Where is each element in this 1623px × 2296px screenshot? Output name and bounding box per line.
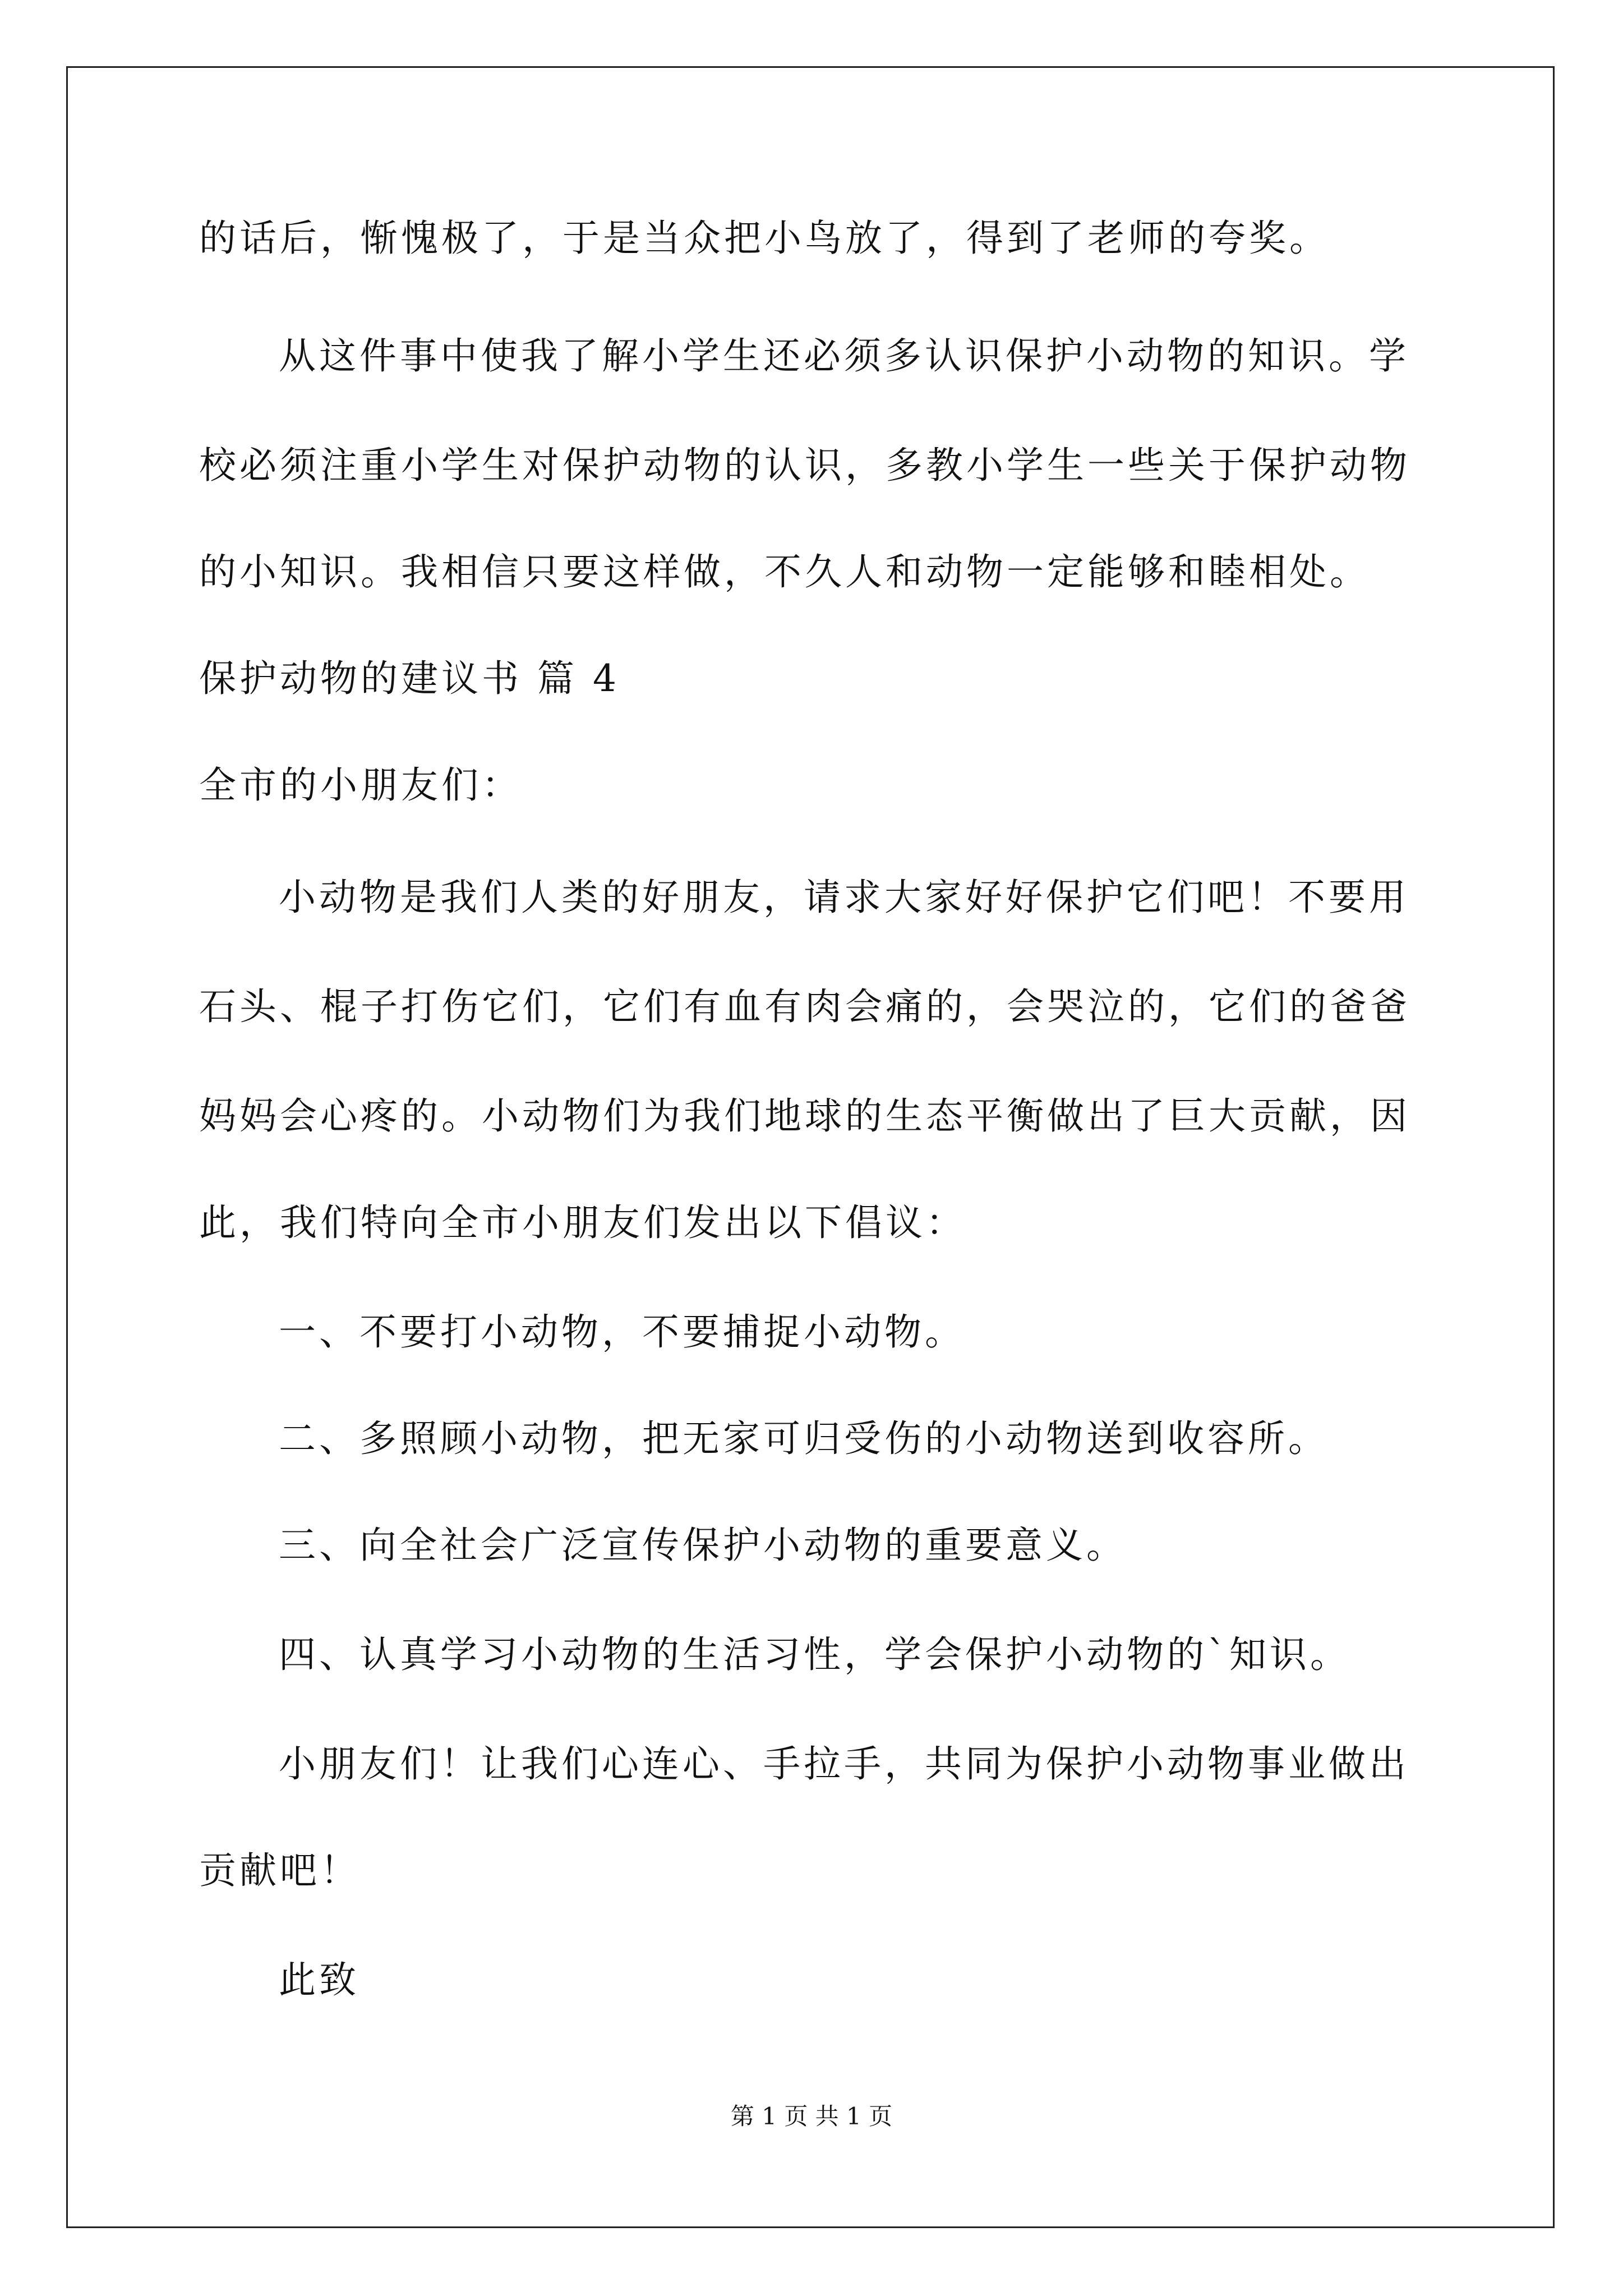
page-border: [66, 66, 1555, 2228]
paragraph-line: 的小知识。我相信只要这样做，不久人和动物一定能够和睦相处。: [199, 550, 1370, 593]
paragraph-line: 的话后，惭愧极了，于是当众把小鸟放了，得到了老师的夸奖。: [199, 217, 1330, 260]
proposal-item: 三、向全社会广泛宣传保护小动物的重要意义。: [279, 1524, 1127, 1567]
paragraph-line: 小朋友们！让我们心连心、手拉手，共同为保护小动物事业做出: [279, 1742, 1409, 1786]
section-heading: 保护动物的建议书 篇 4: [199, 657, 620, 700]
proposal-item: 二、多照顾小动物，把无家可归受伤的小动物送到收容所。: [279, 1417, 1329, 1460]
paragraph-line: 此，我们特向全市小朋友们发出以下倡议：: [199, 1201, 966, 1244]
salutation: 全市的小朋友们：: [199, 763, 522, 807]
paragraph-line: 石头、棍子打伤它们，它们有血有肉会痛的，会哭泣的，它们的爸爸: [199, 985, 1410, 1028]
page-footer: 第 1 页 共 1 页: [730, 2102, 893, 2130]
paragraph-line: 校必须注重小学生对保护动物的认识，多教小学生一些关于保护动物: [199, 444, 1410, 487]
paragraph-line: 小动物是我们人类的好朋友，请求大家好好保护它们吧！不要用: [279, 876, 1409, 919]
proposal-item: 一、不要打小动物，不要捕捉小动物。: [279, 1310, 965, 1354]
paragraph-line: 妈妈会心疼的。小动物们为我们地球的生态平衡做出了巨大贡献，因: [199, 1094, 1410, 1138]
paragraph-line: 从这件事中使我了解小学生还必须多认识保护小动物的知识。学: [279, 334, 1409, 378]
paragraph-line: 贡献吧！: [199, 1849, 361, 1892]
proposal-item: 四、认真学习小动物的生活习性，学会保护小动物的`知识。: [279, 1633, 1350, 1676]
closing-text: 此致: [279, 1958, 359, 2001]
